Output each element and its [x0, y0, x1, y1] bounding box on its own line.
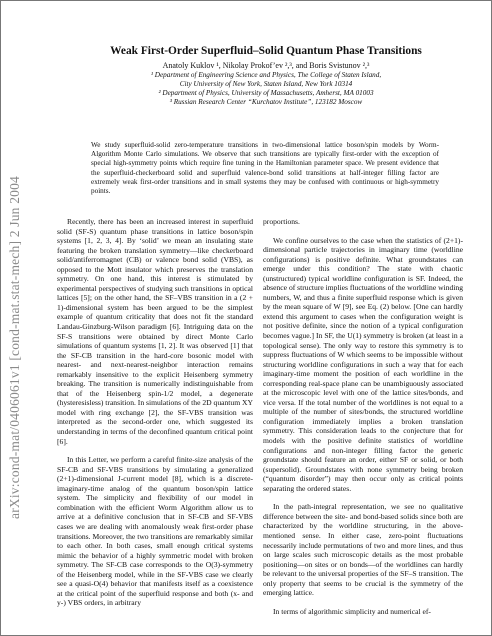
- paper-title: Weak First-Order Superfluid–Solid Quantum Phase Transitions: [110, 45, 422, 57]
- body-column-right: [263, 217, 463, 616]
- body-paragraph: In this Letter, we perform a careful finite-size analysis of the SF-CB and SF-VBS transitions by simulating a generalized (2+1)-dimensional J-current model [8], which is a discrete-imaginary-time analog of the quantum boson/spin lattice system. The simplicity and flexibility of our model in combination with the efficient Worm Algorithm allow us to arrive at a definitive conclusion that in SF-CB and SF-VBS cases we are dealing with anomalously weak first-order phase transitions. Moreover, the two transitions are remarkably similar to each other. In both cases, small enough critical systems mimic the behavior of a highly symmetric model with broken symmetry. The SF-CB case corresponds to the O(3)-symmetry of the Heisenberg model, while in the SF-VBS case we clearly see a quasi-O(4) behavior that manifests itself as a coexistence at the critical point of the superfluid response and both (x- and y-) VBS orders, in arbitrary: [57, 455, 253, 608]
- body-paragraph: Recently, there has been an increased interest in superfluid solid (SF-S) quantum phase transitions in lattice boson/spin systems [1, 2, 3, 4]. By ‘solid’ we mean an insulating state featuring the broken translation symmetry—like checkerboard solid/antiferromagnet (CB) or valence bond solid (VBS), as opposed to the Mott insulator which preserves the translation symmetry. On one hand, this interest is stimulated by experimental perspectives of studying such transitions in optical lattices [5]; on the other hand, the SF–VBS transition in a (2 + 1)-dimensional system has been argued to be the simplest example of quantum criticality that does not fit the standard Landau-Ginzburg-Wilson paradigm [6]. Intriguing data on the SF-S transitions were obtained by direct Monte Carlo simulations of quantum systems [1, 2]. It was observed [1] that the SF-CB transition in the hard-core bosonic model with nearest- and next-nearest-neighbor interaction remains remarkably insensitive to the explicit Heisenberg symmetry breaking. The transition is numerically indistinguishable from that of the Heisenberg spin-1/2 model, a degenerate (hysteresisless) transition. In simulations of the 2D quantum XY model with ring exchange [2], the SF-VBS transition was interpreted as the second-order one, which suggested its understanding in terms of the deconfined quantum critical point [6].: [57, 217, 253, 446]
- affiliation-line: ² Department of Physics, University of Massachusetts, Amherst, MA 01003: [158, 89, 374, 97]
- affiliation-line: ³ Russian Research Center “Kurchatov Institute”, 123182 Moscow: [169, 98, 363, 106]
- body-paragraph-continued: proportions.: [263, 217, 300, 226]
- affiliation-line: City University of New York, Staten Island, New York 10314: [179, 80, 353, 88]
- abstract: We study superfluid-solid zero-temperature transitions in two-dimensional lattice boson/spin models by Worm-Algorithm Monte Carlo simulations. We observe that such transitions are typically first-order with the exception of special high-symmetry points which require fine tuning in the Hamiltonian parameter space. We present evidence that the superfluid-checkerboard solid and superfluid valence-bond solid transitions at half-integer filling factor are extremely weak first-order transitions and in small systems they may be confused with continuous or high-symmetry points.: [91, 141, 439, 196]
- arxiv-identifier-stamp: [7, 119, 21, 519]
- body-paragraph: In terms of algorithmic simplicity and numerical ef-: [273, 606, 431, 616]
- arxiv-identifier-text: arXiv:cond-mat/0406061v1 [cond-mat.stat-mech] 2 Jun 2004: [7, 176, 22, 519]
- affiliations: [61, 71, 471, 107]
- author-list: Anatoly Kuklov ¹, Nikolay Prokof’ev ²,³, and Boris Svistunov ²,³: [162, 61, 370, 70]
- body-paragraph: We confine ourselves to the case when the statistics of (2+1)-dimensional particle trajectories in imaginary time (worldline configurations) is positive definite. What groundstates can emerge under this condition? The state with chaotic (unstructured) typical worldline configuration is SF. Indeed, the absence of structure implies fluctuations of the worldline winding numbers, W, and thus a finite superfluid response which is given by the mean square of W [9], see Eq. (2) below. [One can hardly extend this argument to cases when the configuration weight is not positive definite, since the notion of a typical configuration becomes vague.] In SF, the U(1) symmetry is broken (at least in a topological sense). The only way to restore this symmetry is to suppress fluctuations of W which seems to be impossible without structuring worldline configurations in such a way that for each imaginary-time moment the position of each worldline in the corresponding real-space plane can be unambiguously associated at the microscopic level with one of the lattice sites/bonds, and vice versa. If the total number of the worldlines is not equal to a multiple of the number of sites/bonds, the structured worldline configuration immediately implies a broken translation symmetry. This consideration leads to the conjecture that for models with the positive definite statistics of worldline configurations and non-integer filling factor the generic groundstate should feature an order, either SF or solid, or both (supersolid). Groundstates with none symmetry being broken (“quantum disorder”) may then occur only as critical points separating the ordered states.: [263, 235, 463, 493]
- body-paragraph: In the path-integral representation, we see no qualitative difference between the site- and bond-based solids since both are characterized by the worldline structuring, in the above-mentioned sense. In either case, zero-point fluctuations necessarily include permutations of two and more lines, and thus on large scales such microscopic details as the most probable positioning—on sites or on bonds—of the worldlines can hardly be relevant to the universal properties of the SF–S transition. The only property that seems to be crucial is the symmetry of the emerging lattice.: [263, 502, 463, 598]
- affiliation-line: ¹ Department of Engineering Science and Physics, The College of Staten Island,: [150, 71, 382, 79]
- body-column-left: [57, 217, 253, 608]
